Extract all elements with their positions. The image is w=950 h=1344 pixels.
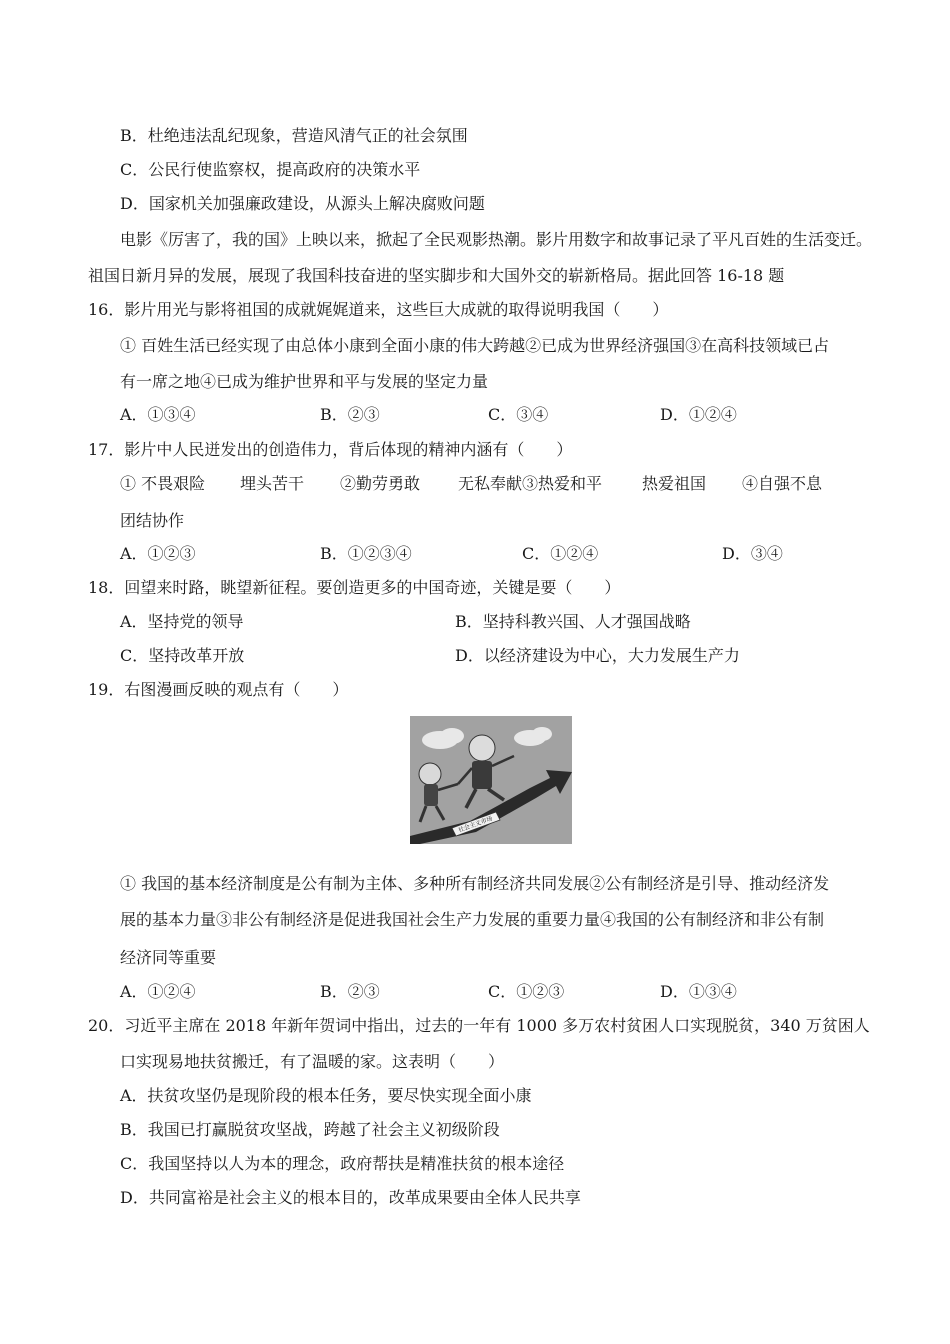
intro-line-1: 电影《厉害了，我的国》上映以来，掀起了全民观影热潮。影片用数字和故事记录了平凡百姓的生活变迁。 <box>120 230 873 249</box>
q16-statement-line-2: 有一席之地④已成为维护世界和平与发展的坚定力量 <box>120 372 489 391</box>
q17-item-1: ① 不畏艰险 <box>120 474 206 493</box>
q19-option-b: B．②③ <box>320 982 380 1001</box>
q20-stem-line-1: 20．习近平主席在 2018 年新年贺词中指出，过去的一年有 1000 多万农村贫困人口实现脱贫，340 万贫困人 <box>88 1016 870 1035</box>
q17-item-4: 无私奉献③热爱和平 <box>458 474 603 493</box>
q18-option-c: C．坚持改革开放 <box>120 646 245 665</box>
q17-stem: 17．影片中人民迸发出的创造伟力，背后体现的精神内涵有（ ） <box>88 440 573 459</box>
q20-option-b: B．我国已打赢脱贫攻坚战，跨越了社会主义初级阶段 <box>120 1120 500 1139</box>
q18-option-a: A．坚持党的领导 <box>120 612 244 631</box>
q19-cartoon-label: 社会主义市场 <box>457 815 494 835</box>
q16-statement-line-1: ① 百姓生活已经实现了由总体小康到全面小康的伟大跨越②已成为世界经济强国③在高科技领域已占 <box>120 336 830 355</box>
q19-option-a: A．①②④ <box>120 982 196 1001</box>
q19-option-d: D．①③④ <box>660 982 737 1001</box>
q17-option-a: A．①②③ <box>120 544 196 563</box>
q20-option-a: A．扶贫攻坚仍是现阶段的根本任务，要尽快实现全面小康 <box>120 1086 532 1105</box>
q17-option-c: C．①②④ <box>522 544 599 563</box>
q17-item-5: 热爱祖国 <box>642 474 707 493</box>
q15-option-c: C．公民行使监察权，提高政府的决策水平 <box>120 160 421 179</box>
intro-line-2: 祖国日新月异的发展，展现了我国科技奋进的坚实脚步和大国外交的崭新格局。据此回答 16-18 题 <box>88 266 785 285</box>
q19-statement-line-1: ① 我国的基本经济制度是公有制为主体、多种所有制经济共同发展②公有制经济是引导、推动经济发 <box>120 874 830 893</box>
q20-stem-line-2: 口实现易地扶贫搬迁，有了温暖的家。这表明（ ） <box>120 1052 505 1071</box>
q19-statement-line-3: 经济同等重要 <box>120 948 217 967</box>
q19-stem: 19．右图漫画反映的观点有（ ） <box>88 680 349 699</box>
q19-cartoon-image <box>410 716 572 844</box>
q16-option-b: B．②③ <box>320 405 380 424</box>
q15-option-b: B．杜绝违法乱纪现象，营造风清气正的社会氛围 <box>120 126 468 145</box>
q18-option-b: B．坚持科教兴国、人才强国战略 <box>455 612 691 631</box>
q19-option-c: C．①②③ <box>488 982 565 1001</box>
q17-option-b: B．①②③④ <box>320 544 412 563</box>
q15-option-d: D．国家机关加强廉政建设，从源头上解决腐败问题 <box>120 194 485 213</box>
q16-stem: 16．影片用光与影将祖国的成就娓娓道来，这些巨大成就的取得说明我国（ ） <box>88 300 669 319</box>
q17-option-d: D．③④ <box>722 544 783 563</box>
q18-option-d: D．以经济建设为中心，大力发展生产力 <box>455 646 740 665</box>
q20-option-d: D．共同富裕是社会主义的根本目的，改革成果要由全体人民共享 <box>120 1188 581 1207</box>
q16-option-c: C．③④ <box>488 405 549 424</box>
q17-item-6: ④自强不息 <box>742 474 823 493</box>
q16-option-a: A．①③④ <box>120 405 196 424</box>
q17-item-2: 埋头苦干 <box>240 474 305 493</box>
q17-item-line-2: 团结协作 <box>120 511 185 530</box>
q18-stem: 18．回望来时路，眺望新征程。要创造更多的中国奇迹，关键是要（ ） <box>88 578 621 597</box>
q16-option-d: D．①②④ <box>660 405 737 424</box>
q17-item-3: ②勤劳勇敢 <box>340 474 421 493</box>
q20-option-c: C．我国坚持以人为本的理念，政府帮扶是精准扶贫的根本途径 <box>120 1154 565 1173</box>
q19-statement-line-2: 展的基本力量③非公有制经济是促进我国社会生产力发展的重要力量④我国的公有制经济和非公有制 <box>120 910 825 929</box>
